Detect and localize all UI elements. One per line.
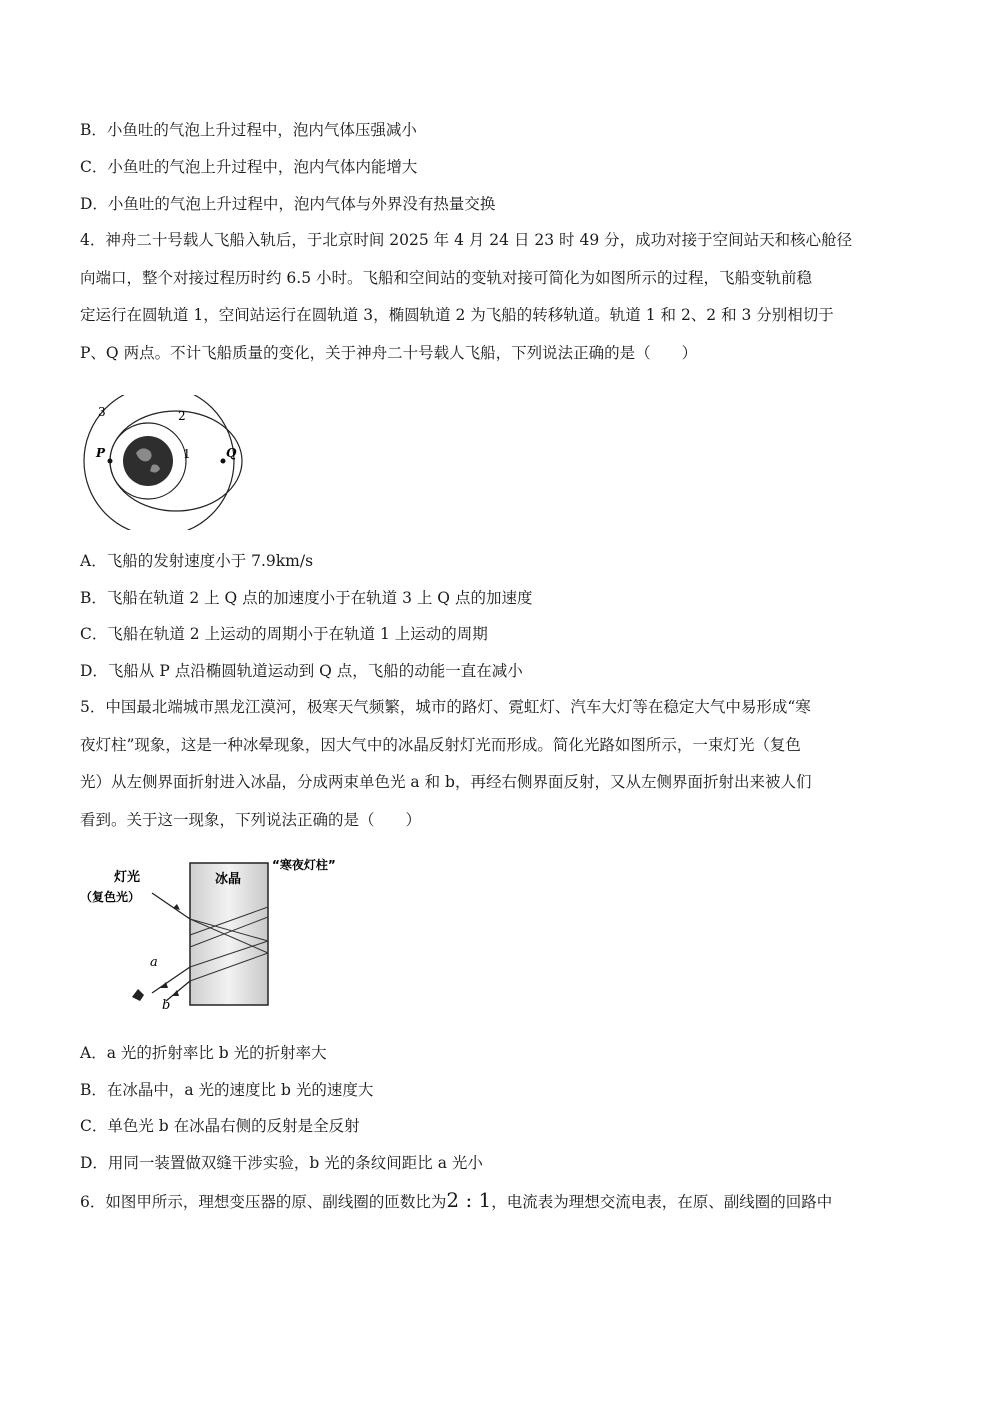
q4-option-c: C．飞船在轨道 2 上运动的周期小于在轨道 1 上运动的周期 (80, 625, 488, 643)
q4-option-b: B．飞船在轨道 2 上 Q 点的加速度小于在轨道 3 上 Q 点的加速度 (80, 589, 533, 607)
q4-stem-line: 向端口，整个对接过程历时约 6.5 小时。飞船和空间站的变轨对接可简化为如图所示的过程，飞船变轨前稳 (80, 268, 813, 287)
q3-option-c: C．小鱼吐的气泡上升过程中，泡内气体内能增大 (80, 158, 418, 176)
q5-stem-line: 光）从左侧界面折射进入冰晶，分成两束单色光 a 和 b，再经右侧界面反射，又从左侧界面折射出来被人们 (80, 773, 812, 791)
q4-stem-line: 4．神舟二十号载人飞船入轨后，于北京时间 2025 年 4 月 24 日 23 时 49 分，成功对接于空间站天和核心舱径 (80, 231, 853, 249)
light-label: 灯光 (114, 870, 141, 885)
crystal-label: 冰晶 (215, 872, 242, 887)
p-label: P (96, 446, 106, 460)
q6-turns-ratio: 2 : 1 (446, 1188, 492, 1212)
q5-option-b: B．在冰晶中，a 光的速度比 b 光的速度大 (80, 1081, 374, 1099)
q5-option-d: D．用同一装置做双缝干涉实验，b 光的条纹间距比 a 光小 (80, 1154, 483, 1172)
q4-option-a: A．飞船的发射速度小于 7.9km/s (80, 552, 314, 570)
q5-option-c: C．单色光 b 在冰晶右侧的反射是全反射 (80, 1117, 360, 1135)
orbit-diagram (76, 395, 248, 530)
point-q (221, 459, 226, 464)
orbit-2-label: 2 (178, 409, 186, 423)
a-label: a (150, 955, 158, 970)
incident-ray (152, 893, 190, 919)
out-ray-a (152, 967, 190, 993)
q6-stem (80, 1190, 832, 1212)
q3-option-d: D．小鱼吐的气泡上升过程中，泡内气体与外界没有热量交换 (80, 195, 496, 213)
q5-stem-line: 5．中国最北端城市黑龙江漠河，极寒天气频繁，城市的路灯、霓虹灯、汽车大灯等在稳定大气中易形成“寒 (80, 698, 811, 716)
point-p (108, 459, 113, 464)
observer-eye-icon (132, 989, 144, 1001)
q4-stem (80, 222, 912, 372)
orbit-1-label: 1 (183, 447, 191, 461)
light-sub-label: （复色光） (80, 890, 141, 904)
q4-option-d: D．飞船从 P 点沿椭圆轨道运动到 Q 点，飞船的动能一直在减小 (80, 662, 523, 680)
q5-option-a: A．a 光的折射率比 b 光的折射率大 (80, 1044, 327, 1062)
q4-stem-line: 定运行在圆轨道 1，空间站运行在圆轨道 3，椭圆轨道 2 为飞船的转移轨道。轨道 1 和 2、2 和 3 分别相切于 (80, 306, 834, 324)
q6-stem-pre: 6．如图甲所示，理想变压器的原、副线圈的匝数比为 (80, 1193, 447, 1211)
q6-stem-post: ，电流表为理想交流电表，在原、副线圈的回路中 (491, 1193, 833, 1211)
ice-crystal-diagram (80, 855, 380, 1010)
q5-stem-line: 夜灯柱”现象，这是一种冰晕现象，因大气中的冰晶反射灯光而形成。简化光路如图所示，一束灯光（复色 (80, 735, 801, 754)
q-label: Q (226, 446, 237, 460)
orbit-3-label: 3 (98, 405, 106, 419)
pillar-label: “寒夜灯柱” (272, 858, 336, 872)
q5-stem (80, 689, 912, 839)
q4-stem-line: P、Q 两点。不计飞船质量的变化，关于神舟二十号载人飞船，下列说法正确的是（ ） (80, 343, 698, 362)
q3-option-b: B．小鱼吐的气泡上升过程中，泡内气体压强减小 (80, 121, 417, 139)
q5-stem-line: 看到。关于这一现象，下列说法正确的是（ ） (80, 810, 422, 829)
b-label: b (162, 998, 171, 1010)
